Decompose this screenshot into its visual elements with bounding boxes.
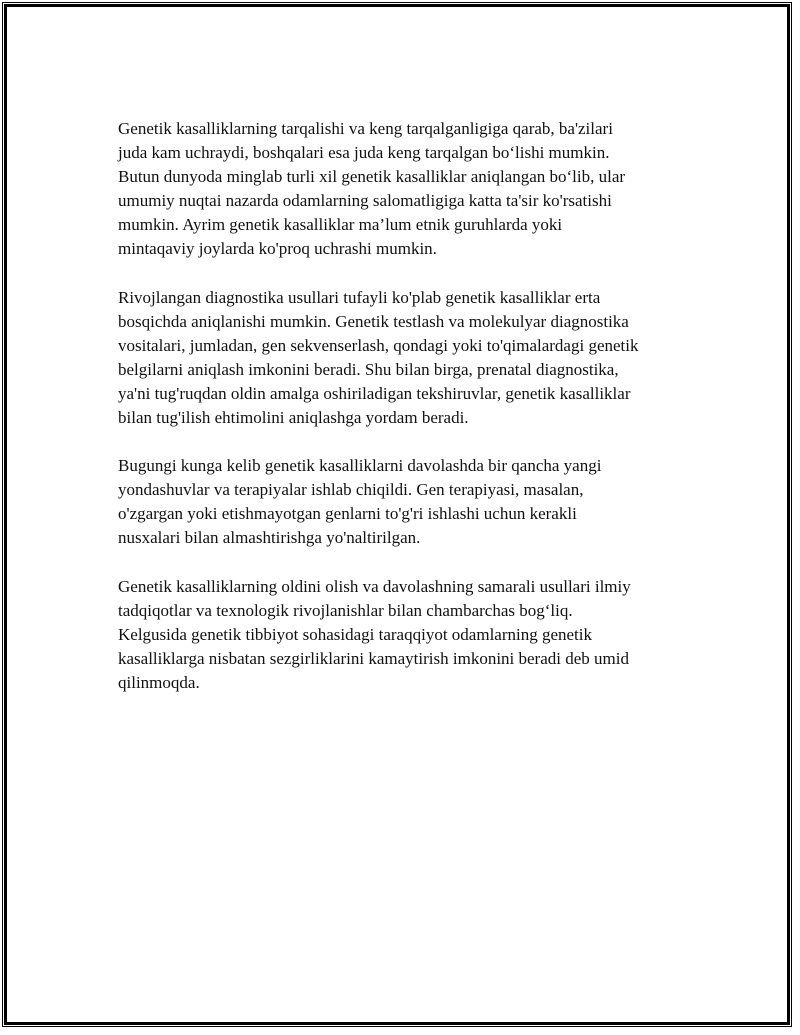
text-line: Genetik kasalliklarning tarqalishi va keng tarqalganligiga qarab, ba'zilari bbox=[118, 119, 613, 138]
text-line: belgilarni aniqlash imkonini beradi. Shu bilan birga, prenatal diagnostika, bbox=[118, 359, 619, 379]
text-line: mumkin. Ayrim genetik kasalliklar ma’lum etnik guruhlarda yoki bbox=[118, 215, 563, 235]
text-line: Rivojlangan diagnostika usullari tufayli ko'plab genetik kasalliklar erta bbox=[118, 287, 601, 307]
text-line: ya'ni tug'ruqdan oldin amalga oshiriladigan tekshiruvlar, genetik kasalliklar bbox=[118, 383, 631, 403]
paragraph-diagnostics bbox=[118, 286, 678, 431]
document-body bbox=[118, 117, 678, 719]
text-line: vositalari, jumladan, gen sekvenserlash, qondagi yoki to'qimalardagi genetik bbox=[118, 335, 639, 355]
text-line: tadqiqotlar va texnologik rivojlanishlar bilan chambarchas bog‘liq. bbox=[118, 600, 573, 620]
text-line: nusxalari bilan almashtirishga yo'naltirilgan. bbox=[118, 528, 421, 548]
text-line: Kelgusida genetik tibbiyot sohasidagi taraqqiyot odamlarning genetik bbox=[118, 624, 593, 644]
text-line: qilinmoqda. bbox=[118, 672, 200, 692]
text-line: juda kam uchraydi, boshqalari esa juda keng tarqalgan bo‘lishi mumkin. bbox=[118, 143, 610, 163]
paragraph-distribution bbox=[118, 117, 678, 262]
text-line: Genetik kasalliklarning oldini olish va davolashning samarali usullari ilmiy bbox=[118, 576, 631, 596]
text-line: bosqichda aniqlanishi mumkin. Genetik testlash va molekulyar diagnostika bbox=[118, 311, 629, 331]
text-line: yondashuvlar va terapiyalar ishlab chiqildi. Gen terapiyasi, masalan, bbox=[118, 480, 584, 500]
text-line: mintaqaviy joylarda ko'proq uchrashi mumkin. bbox=[118, 239, 437, 259]
paragraph-treatment bbox=[118, 454, 678, 550]
text-line: umumiy nuqtai nazarda odamlarning salomatligiga katta ta'sir ko'rsatishi bbox=[118, 191, 612, 211]
text-line: bilan tug'ilish ehtimolini aniqlashga yordam beradi. bbox=[118, 408, 469, 428]
text-line: o'zgargan yoki etishmayotgan genlarni to'g'ri ishlashi uchun kerakli bbox=[118, 504, 577, 524]
text-line: Butun dunyoda minglab turli xil genetik kasalliklar aniqlangan bo‘lib, ular bbox=[118, 167, 626, 187]
paragraph-prevention bbox=[118, 575, 678, 695]
text-line: Bugungi kunga kelib genetik kasalliklarni davolashda bir qancha yangi bbox=[118, 456, 602, 476]
text-line: kasalliklarga nisbatan sezgirliklarini kamaytirish imkonini beradi deb umid bbox=[118, 648, 629, 668]
